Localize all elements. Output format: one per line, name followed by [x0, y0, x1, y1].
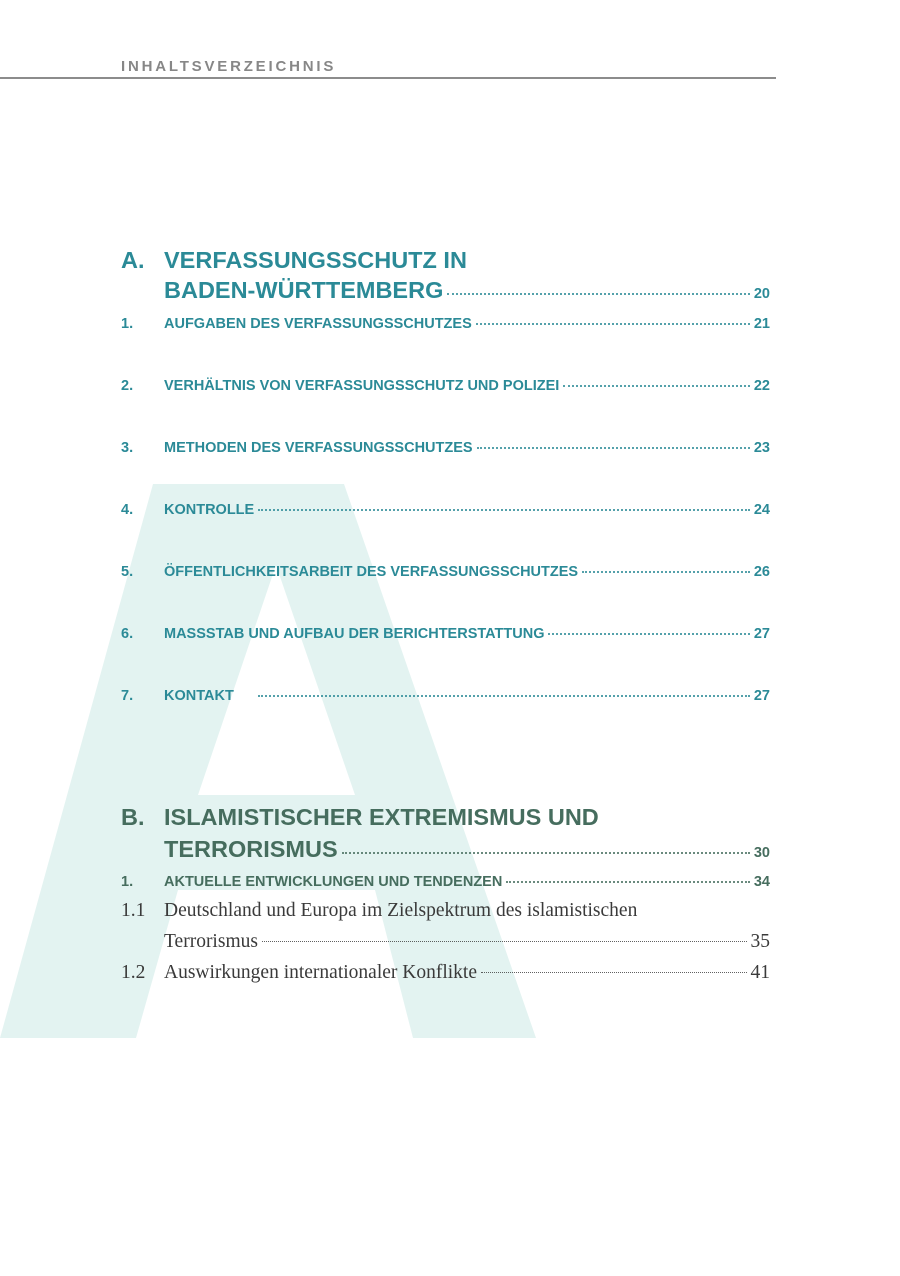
subsection-page: 41: [750, 962, 770, 983]
header-rule: [0, 77, 776, 79]
chapter-a-title-line2: BADEN-WÜRTTEMBERG: [164, 277, 444, 303]
section-page: 21: [753, 316, 770, 332]
dot-leader: [262, 941, 747, 942]
section-title: KONTROLLE: [164, 502, 255, 518]
subsection-title: Auswirkungen internationaler Konflikte: [164, 962, 477, 983]
subsection-title-line2: Terrorismus: [164, 931, 258, 952]
section-number: 1.: [121, 874, 134, 890]
section-number: 6.: [121, 626, 134, 642]
chapter-a-page: 20: [753, 286, 770, 302]
section-row: [164, 563, 770, 581]
section-row: [164, 873, 770, 891]
chapter-b-letter: B.: [121, 804, 145, 830]
toc-section-b1[interactable]: [121, 873, 770, 891]
section-number: 7.: [121, 688, 134, 704]
section-row: [164, 315, 770, 333]
section-title: ÖFFENTLICHKEITSARBEIT DES VERFASSUNGSSCHUTZES: [164, 564, 579, 580]
chapter-a-title-line1: VERFASSUNGSSCHUTZ IN: [164, 247, 467, 273]
section-row: [164, 687, 770, 705]
toc-subsection-b1-1[interactable]: [121, 899, 770, 957]
section-page: 26: [753, 564, 770, 580]
subsection-number: 1.1: [121, 900, 146, 921]
subsection-row: [164, 930, 770, 954]
dot-leader: [563, 385, 750, 387]
toc-section-a4[interactable]: [121, 501, 770, 519]
running-head: INHALTSVERZEICHNIS: [121, 58, 337, 75]
toc-subsection-b1-2[interactable]: [121, 961, 770, 987]
section-row: [164, 439, 770, 457]
dot-leader: [258, 509, 750, 511]
chapter-b-title-row: [164, 835, 770, 867]
section-title: AKTUELLE ENTWICKLUNGEN UND TENDENZEN: [164, 874, 503, 890]
section-title: AUFGABEN DES VERFASSUNGSSCHUTZES: [164, 316, 472, 332]
section-number: 2.: [121, 378, 134, 394]
dot-leader: [258, 695, 750, 697]
dot-leader: [477, 447, 750, 449]
toc-section-a3[interactable]: [121, 439, 770, 457]
subsection-row: [164, 961, 770, 985]
toc-section-a6[interactable]: [121, 625, 770, 643]
section-number: 5.: [121, 564, 134, 580]
subsection-title-line1: Deutschland und Europa im Zielspektrum des islamistischen: [164, 900, 638, 921]
toc-chapter-a[interactable]: [121, 246, 770, 304]
chapter-a-title-row: [164, 276, 770, 308]
section-number: 3.: [121, 440, 134, 456]
chapter-b-title-line1: ISLAMISTISCHER EXTREMISMUS UND: [164, 804, 599, 830]
chapter-b-title-line2: TERRORISMUS: [164, 836, 338, 862]
toc-section-a2[interactable]: [121, 377, 770, 395]
section-title: VERHÄLTNIS VON VERFASSUNGSSCHUTZ UND POLIZEI: [164, 378, 560, 394]
section-row: [164, 625, 770, 643]
section-page: 23: [753, 440, 770, 456]
section-page: 27: [753, 626, 770, 642]
dot-leader: [481, 972, 747, 973]
section-row: [164, 501, 770, 519]
dot-leader: [548, 633, 749, 635]
toc-section-a5[interactable]: [121, 563, 770, 581]
toc-section-a7[interactable]: [121, 687, 770, 705]
section-page: 24: [753, 502, 770, 518]
dot-leader: [506, 881, 750, 883]
section-title: METHODEN DES VERFASSUNGSSCHUTZES: [164, 440, 473, 456]
subsection-page: 35: [750, 931, 770, 952]
chapter-b-page: 30: [753, 845, 770, 861]
dot-leader: [476, 323, 750, 325]
section-title: KONTAKT: [164, 688, 234, 704]
section-title: MASSSTAB UND AUFBAU DER BERICHTERSTATTUNG: [164, 626, 545, 642]
section-page: 22: [753, 378, 770, 394]
chapter-a-letter: A.: [121, 247, 145, 273]
section-row: [164, 377, 770, 395]
subsection-number: 1.2: [121, 962, 146, 983]
dot-leader: [447, 293, 749, 295]
dot-leader: [342, 852, 750, 854]
section-page: 27: [753, 688, 770, 704]
section-number: 1.: [121, 316, 134, 332]
section-page: 34: [753, 874, 770, 890]
dot-leader: [582, 571, 750, 573]
toc-section-a1[interactable]: [121, 315, 770, 333]
section-number: 4.: [121, 502, 134, 518]
toc-chapter-b[interactable]: [121, 803, 770, 861]
